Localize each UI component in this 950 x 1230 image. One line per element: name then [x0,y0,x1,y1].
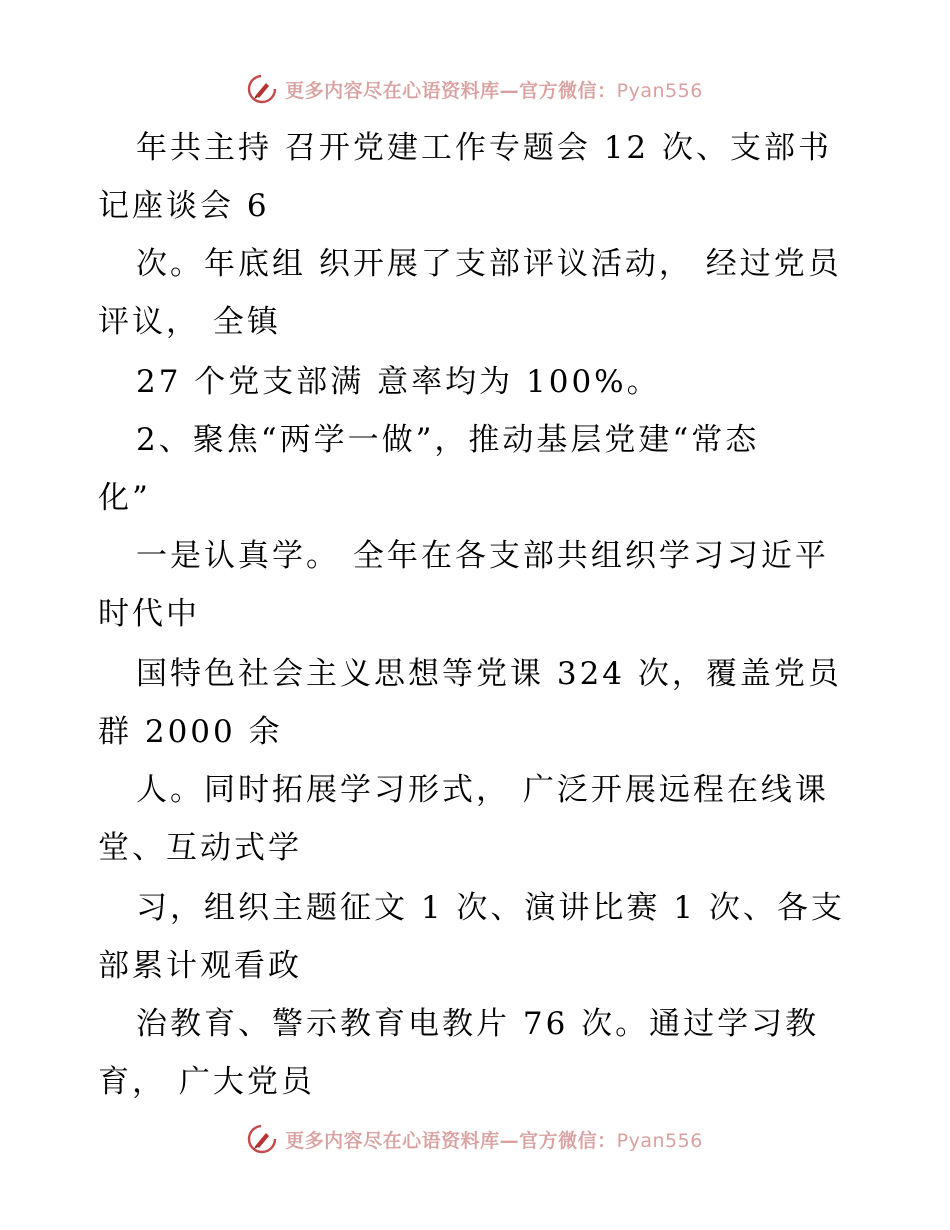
text-line: 化” [98,480,151,516]
watermark-footer [0,1122,950,1156]
pen-nib-swirl-icon [247,74,277,104]
text-line: 国特色社会主义思想等党课 324 次，覆盖党员 [136,656,842,692]
text-line: 评议， 全镇 [98,304,281,340]
watermark-text: 更多内容尽在心语资料库—官方微信：Pyan556 [285,1129,703,1152]
text-line: 育， 广大党员 [98,1064,315,1100]
text-line: 群 2000 余 [98,714,283,750]
text-line: 习，组织主题征文 1 次、演讲比赛 1 次、各支 [136,890,845,926]
pen-nib-swirl-icon [247,1124,277,1154]
watermark-header [0,72,950,106]
text-line: 2、聚焦“两学一做”，推动基层党建“常态 [136,422,760,458]
watermark-text: 更多内容尽在心语资料库—官方微信：Pyan556 [285,79,703,102]
watermark-wechat-id: Pyan556 [616,79,703,102]
text-line: 年共主持 召开党建工作专题会 12 次、支部书 [136,130,833,166]
text-line: 次。年底组 织开展了支部评议活动， 经过党员 [136,246,842,282]
text-line: 堂、互动式学 [98,830,302,866]
text-line: 记座谈会 6 [98,188,270,224]
text-line: 治教育、警示教育电教片 76 次。通过学习教 [136,1006,820,1042]
text-line: 人。同时拓展学习形式， 广泛开展远程在线课 [136,772,829,808]
text-line: 27 个党支部满 意率均为 100%。 [136,364,661,400]
watermark-wechat-id: Pyan556 [616,1129,703,1152]
text-line: 部累计观看政 [98,948,302,984]
text-line: 一是认真学。 全年在各支部共组织学习习近平 [136,538,829,574]
text-line: 时代中 [98,596,200,632]
